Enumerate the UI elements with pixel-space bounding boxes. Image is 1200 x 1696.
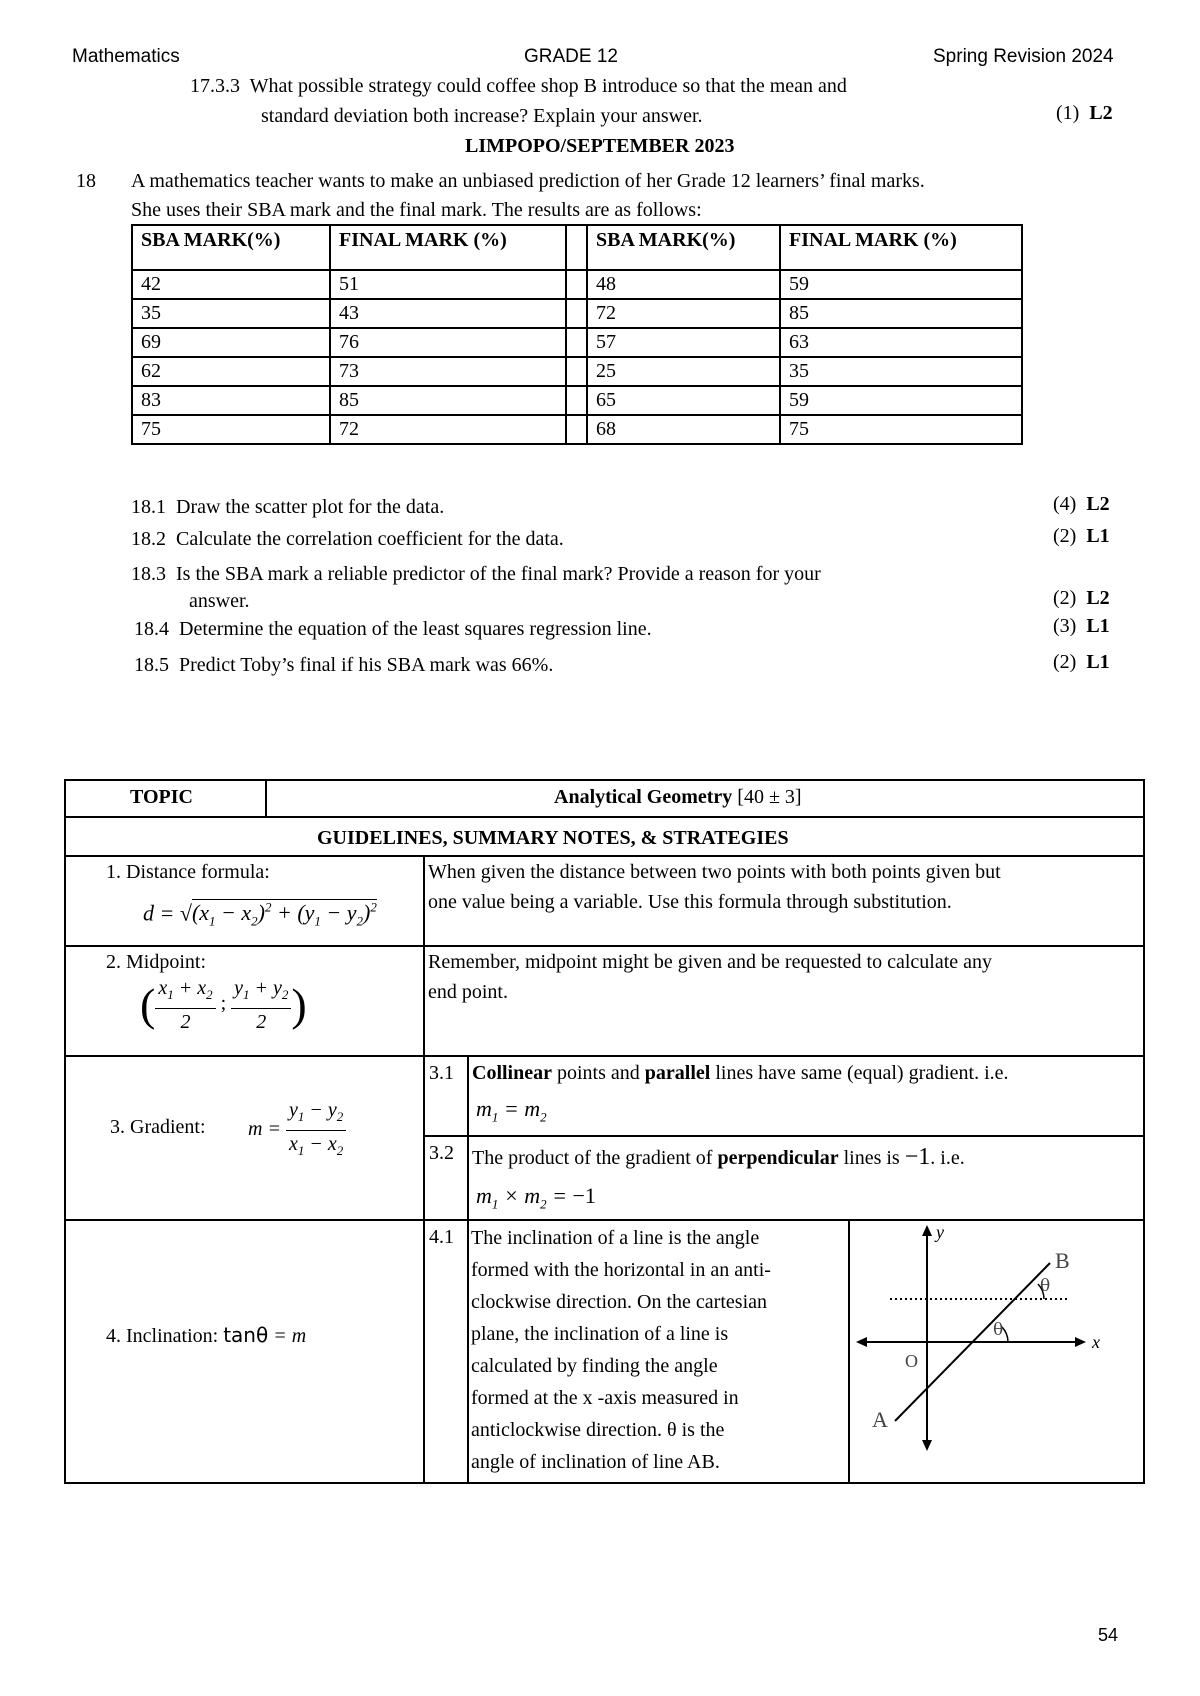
subq-text: Determine the equation of the least squares regression line.: [179, 618, 652, 640]
header-grade: GRADE 12: [524, 46, 618, 67]
point-b-label: B: [1055, 1248, 1070, 1273]
marks-value: (2): [1053, 525, 1077, 547]
subq-18-3-marks: [1053, 587, 1110, 610]
cell: 62: [132, 357, 330, 386]
subq-text: Predict Toby’s final if his SBA mark was 66%.: [179, 654, 554, 676]
x-label: x: [1092, 1332, 1100, 1352]
subq-num: 18.3: [131, 563, 166, 585]
q17-line1: [190, 72, 847, 100]
gradient-label: 3. Gradient:: [110, 1116, 206, 1138]
inclination-diagram: [850, 1221, 1143, 1482]
table-gap: [566, 225, 587, 270]
table-row: [132, 415, 1022, 444]
inclination-line: formed at the x -axis measured in: [471, 1387, 739, 1409]
table-gap: [566, 386, 587, 415]
table-row: [132, 357, 1022, 386]
minus-one-value: −1: [904, 1144, 931, 1170]
q17-level: L2: [1089, 102, 1113, 124]
rule: [467, 1055, 469, 1484]
gradient-product-formula: $m_1 \times m_2 = -1$: [476, 1183, 596, 1212]
cell: 83: [132, 386, 330, 415]
inclination-line: angle of inclination of line AB.: [471, 1451, 720, 1473]
collinear-word: Collinear: [472, 1062, 552, 1084]
q17-marks: [1056, 102, 1113, 125]
level-value: L1: [1086, 651, 1110, 673]
cell: 57: [587, 328, 780, 357]
cell: 51: [330, 270, 566, 299]
subq-18-3: [131, 560, 821, 588]
text-fragment: . i.e.: [930, 1147, 965, 1169]
text-fragment: lines have same (equal) gradient. i.e.: [710, 1062, 1009, 1084]
cell: 75: [780, 415, 1022, 444]
header-subject: Mathematics: [72, 46, 180, 67]
gradient-text-3-1: [472, 1058, 1009, 1089]
header-sba-2: SBA MARK(%): [587, 225, 780, 270]
text-fragment: points and: [552, 1062, 645, 1084]
page-number: 54: [1098, 1625, 1119, 1645]
table-row: [132, 270, 1022, 299]
cell: 72: [330, 415, 566, 444]
text-fragment: lines is: [838, 1147, 905, 1169]
rule: [64, 1055, 1145, 1057]
perpendicular-word: perpendicular: [717, 1147, 839, 1169]
level-value: L2: [1086, 587, 1110, 609]
y-axis-arrow-down: [922, 1440, 932, 1451]
gradient-equal-formula: $m_1 = m_2$: [476, 1096, 547, 1125]
marks-value: (2): [1053, 587, 1077, 609]
subq-18-2-marks: [1053, 525, 1110, 548]
cell: 35: [132, 299, 330, 328]
q17-number: 17.3.3: [190, 75, 240, 97]
subq-18-5: [134, 651, 553, 679]
subq-num: 18.1: [131, 496, 166, 518]
header-revision: Spring Revision 2024: [933, 46, 1114, 67]
cell: 63: [780, 328, 1022, 357]
subq-num: 18.4: [134, 618, 169, 640]
midpoint-note-1: Remember, midpoint might be given and be requested to calculate any: [428, 951, 993, 973]
inclination-line: The inclination of a line is the angle: [471, 1227, 760, 1249]
table-gap: [566, 415, 587, 444]
inclination-formula: tanθ: [223, 1323, 269, 1347]
midpoint-note-2: end point.: [428, 981, 508, 1003]
q17-text2: standard deviation both increase? Explain your answer.: [261, 105, 703, 127]
cell: 73: [330, 357, 566, 386]
marks-value: (2): [1053, 651, 1077, 673]
guidelines-title: GUIDELINES, SUMMARY NOTES, & STRATEGIES: [317, 827, 789, 849]
cell: 42: [132, 270, 330, 299]
parallel-word: parallel: [644, 1062, 711, 1084]
subq-18-1: [131, 493, 444, 521]
subq-18-3-cont: answer.: [189, 590, 250, 612]
subq-num: 18.5: [134, 654, 169, 676]
rule: [423, 855, 425, 1484]
inclination-num-4-1: 4.1: [429, 1226, 454, 1248]
table-row: [132, 299, 1022, 328]
inclination-label-row: 4. Inclination: tanθ = m: [106, 1323, 307, 1347]
cell: 85: [780, 299, 1022, 328]
section-title: LIMPOPO/SEPTEMBER 2023: [465, 135, 735, 157]
cell: 68: [587, 415, 780, 444]
inclination-line: clockwise direction. On the cartesian: [471, 1291, 767, 1313]
topic-label: TOPIC: [130, 786, 193, 808]
table-row: [132, 386, 1022, 415]
distance-note-2: one value being a variable. Use this formula through substitution.: [428, 891, 952, 913]
inclination-line: plane, the inclination of a line is: [471, 1323, 729, 1345]
table-gap: [566, 299, 587, 328]
level-value: L2: [1086, 493, 1110, 515]
cell: 72: [587, 299, 780, 328]
subq-18-5-marks: [1053, 651, 1110, 674]
gradient-num-3-2: 3.2: [429, 1142, 454, 1164]
inclination-line: calculated by finding the angle: [471, 1355, 718, 1377]
cell: 25: [587, 357, 780, 386]
subq-text: Draw the scatter plot for the data.: [176, 496, 445, 518]
y-label: y: [936, 1222, 944, 1242]
subq-18-4: [134, 615, 652, 643]
cell: 65: [587, 386, 780, 415]
theta-axis-label: θ: [993, 1320, 1004, 1340]
subq-18-1-marks: [1053, 493, 1110, 516]
x-axis-arrow-left: [856, 1337, 867, 1347]
level-value: L1: [1086, 525, 1110, 547]
rule: [64, 816, 1145, 818]
cell: 35: [780, 357, 1022, 386]
topic-title: Analytical Geometry: [554, 786, 733, 808]
header-final-1: FINAL MARK (%): [330, 225, 566, 270]
distance-note-1: When given the distance between two points with both points given but: [428, 861, 1001, 883]
table-gap: [566, 357, 587, 386]
cell: 76: [330, 328, 566, 357]
cell: 69: [132, 328, 330, 357]
table-gap: [566, 270, 587, 299]
subq-num: 18.2: [131, 528, 166, 550]
theta-top-label: θ: [1040, 1276, 1051, 1296]
header-sba-1: SBA MARK(%): [132, 225, 330, 270]
inclination-text: [471, 1222, 771, 1478]
q18-number: 18: [76, 170, 96, 192]
marks-value: (4): [1053, 493, 1077, 515]
q18-intro-1: A mathematics teacher wants to make an unbiased prediction of her Grade 12 learners’ final marks.: [131, 170, 925, 192]
cell: 85: [330, 386, 566, 415]
rule: [265, 779, 267, 816]
inclination-line: formed with the horizontal in an anti-: [471, 1259, 771, 1281]
subq-18-2: [131, 525, 564, 553]
cell: 43: [330, 299, 566, 328]
q18-intro-2: She uses their SBA mark and the final mark. The results are as follows:: [131, 199, 702, 221]
rule: [423, 1135, 1145, 1137]
gradient-text-3-2: [472, 1142, 965, 1174]
text-fragment: The product of the gradient of: [472, 1147, 718, 1169]
y-axis-arrow-up: [922, 1225, 932, 1236]
header-final-2: FINAL MARK (%): [780, 225, 1022, 270]
gradient-formula: m = $\frac{y_1 - y_2}{x_1 - x_2}$: [248, 1097, 346, 1164]
marks-table: [131, 224, 1023, 445]
subq-18-4-marks: [1053, 615, 1110, 638]
subq-text: Calculate the correlation coefficient for the data.: [176, 528, 564, 550]
table-row: [132, 328, 1022, 357]
origin-label: O: [905, 1351, 918, 1371]
topic-title-row: [554, 782, 802, 813]
q17-marks-value: (1): [1056, 102, 1080, 124]
marks-value: (3): [1053, 615, 1077, 637]
inclination-line: anticlockwise direction. θ is the: [471, 1419, 725, 1441]
gradient-num-3-1: 3.1: [429, 1062, 454, 1084]
subq-text: Is the SBA mark a reliable predictor of the final mark? Provide a reason for your: [176, 563, 821, 585]
cell: 59: [780, 270, 1022, 299]
level-value: L1: [1086, 615, 1110, 637]
point-a-label: A: [872, 1407, 888, 1432]
midpoint-formula: ( $\frac{x_1 + x_2}{2}$ ; $\frac{y_1 + y_2}{2}$ ): [140, 977, 307, 1033]
distance-formula: $d = √(x_1 - x_2)^2 + (y_1 - y_2)^2$: [143, 900, 377, 929]
cell: 59: [780, 386, 1022, 415]
x-axis-arrow-right: [1075, 1337, 1086, 1347]
q17-text1: What possible strategy could coffee shop B introduce so that the mean and: [249, 75, 847, 97]
table-header-row: [132, 225, 1022, 270]
midpoint-label: 2. Midpoint:: [106, 951, 207, 973]
inclination-label: 4. Inclination:: [106, 1325, 219, 1347]
cell: 75: [132, 415, 330, 444]
topic-weight: [40 ± 3]: [737, 786, 802, 808]
distance-label: 1. Distance formula:: [106, 861, 270, 883]
table-gap: [566, 328, 587, 357]
cell: 48: [587, 270, 780, 299]
